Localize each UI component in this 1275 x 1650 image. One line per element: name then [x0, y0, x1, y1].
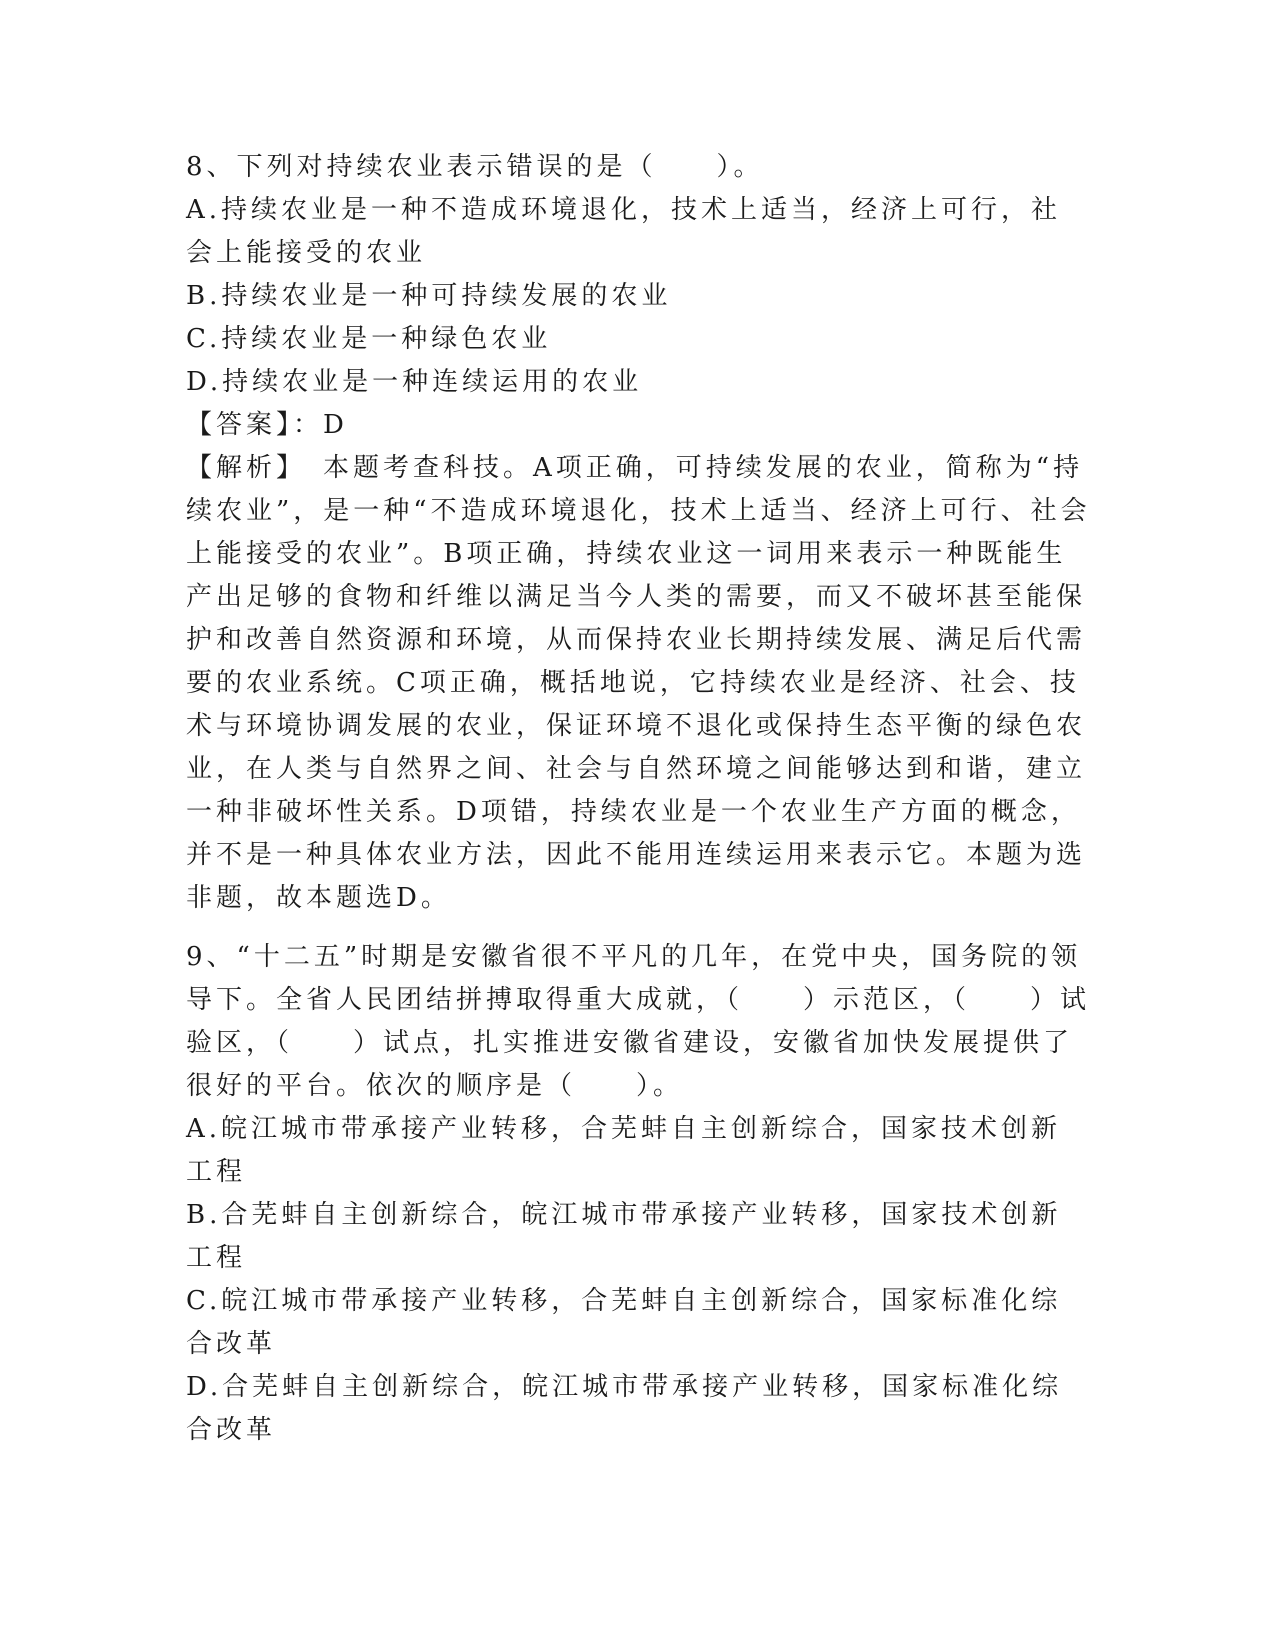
question-8-analysis: 【解析】 本题考查科技。A项正确，可持续发展的农业，简称为“持续农业”，是一种“不造成环境退化，技术上适当、经济上可行、社会上能接受的农业”。B项正确，持续农业这一词用来表示一种既能生产出足够的食物和纤维以满足当今人类的需要，而又不破坏甚至能保护和改善自然资源和环境，从而保持农业长期持续发展、满足后代需要的农业系统。C项正确，概括地说，它持续农业是经济、社会、技术与环境协调发展的农业，保证环境不退化或保持生态平衡的绿色农业，在人类与自然界之间、社会与自然环境之间能够达到和谐，建立一种非破坏性关系。D项错，持续农业是一个农业生产方面的概念，并不是一种具体农业方法，因此不能用连续运用来表示它。本题为选非题，故本题选D。: [186, 453, 1091, 913]
document-page: [186, 146, 1091, 1452]
question-8-option-a: A.持续农业是一种不造成环境退化，技术上适当，经济上可行，社会上能接受的农业: [186, 195, 1062, 268]
question-9: [186, 936, 1091, 1452]
question-9-option-c: C.皖江城市带承接产业转移，合芜蚌自主创新综合，国家标准化综合改革: [186, 1286, 1062, 1359]
question-9-option-d: D.合芜蚌自主创新综合，皖江城市带承接产业转移，国家标准化综合改革: [186, 1372, 1063, 1445]
question-8: [186, 146, 1091, 920]
question-8-option-d: D.持续农业是一种连续运用的农业: [186, 367, 643, 397]
question-separator: [186, 920, 1091, 936]
question-9-stem: 9、“十二五”时期是安徽省很不平凡的几年，在党中央，国务院的领导下。全省人民团结拼搏取得重大成就，（ ）示范区，（ ）试验区，（ ）试点，扎实推进安徽省建设，安徽省加快发展提供了很好的平台。依次的顺序是（ ）。: [186, 942, 1091, 1101]
question-8-stem: 8、下列对持续农业表示错误的是（ ）。: [186, 152, 764, 182]
question-8-answer: 【答案】：D: [186, 410, 348, 440]
question-9-option-a: A.皖江城市带承接产业转移，合芜蚌自主创新综合，国家技术创新工程: [186, 1114, 1062, 1187]
question-8-option-c: C.持续农业是一种绿色农业: [186, 324, 552, 354]
question-9-option-b: B.合芜蚌自主创新综合，皖江城市带承接产业转移，国家技术创新工程: [186, 1200, 1062, 1273]
question-8-option-b: B.持续农业是一种可持续发展的农业: [186, 281, 672, 311]
